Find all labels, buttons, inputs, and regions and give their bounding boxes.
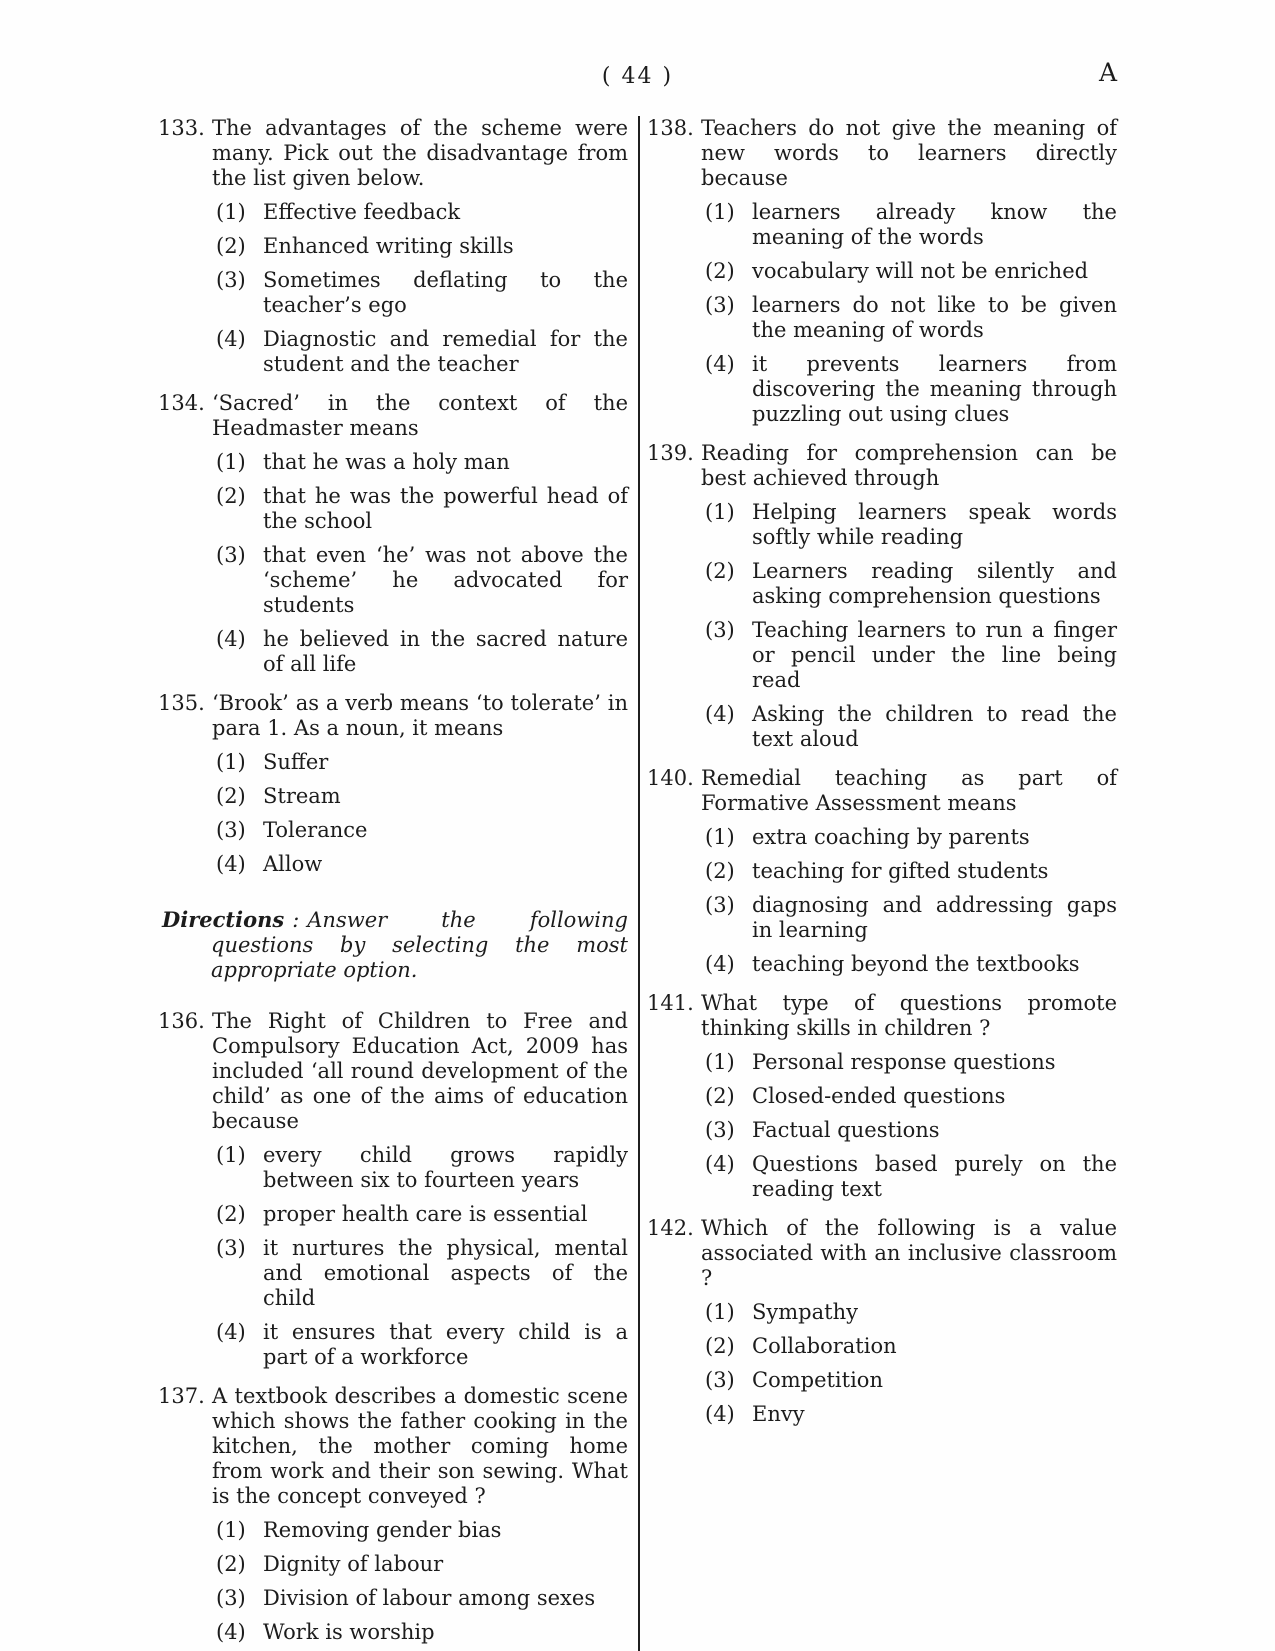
option-number: (1) (705, 1300, 735, 1324)
question-number: 133. (158, 116, 205, 140)
option-text: Learners reading silently and asking comprehension questions (752, 559, 1117, 608)
booklet-series-label: A (1098, 58, 1117, 87)
options-list (212, 1518, 628, 1645)
option-number: (2) (705, 1334, 735, 1358)
options-list (212, 450, 628, 677)
option-number: (2) (216, 484, 246, 508)
option-number: (1) (705, 1050, 735, 1074)
question-stem: Teachers do not give the meaning of new words to learners directly because (701, 116, 1117, 190)
option-number: (2) (705, 859, 735, 883)
two-column-content (0, 116, 1275, 1651)
question-block (647, 1216, 1117, 1427)
option-number: (4) (216, 1620, 246, 1644)
option-number: (4) (705, 1152, 735, 1176)
option-text: extra coaching by parents (752, 825, 1030, 849)
answer-option-row (212, 1586, 628, 1611)
option-text: learners do not like to be given the meaning of words (752, 293, 1117, 342)
answer-option-row (701, 1334, 1117, 1359)
option-text: Dignity of labour (263, 1552, 444, 1576)
option-text: Stream (263, 784, 341, 808)
option-text: Tolerance (263, 818, 368, 842)
question-block (158, 1009, 628, 1370)
option-text: Diagnostic and remedial for the student and the teacher (263, 327, 628, 376)
question-body (701, 1216, 1117, 1427)
option-text: proper health care is essential (263, 1202, 588, 1226)
answer-option-row (212, 750, 628, 775)
option-number: (2) (216, 784, 246, 808)
option-text: Personal response questions (752, 1050, 1056, 1074)
option-text: Teaching learners to run a finger or pencil under the line being read (752, 618, 1117, 692)
option-number: (4) (705, 702, 735, 726)
option-text: teaching beyond the textbooks (752, 952, 1080, 976)
question-number: 134. (158, 391, 205, 415)
option-number: (2) (705, 259, 735, 283)
answer-option-row (701, 1084, 1117, 1109)
answer-option-row (212, 200, 628, 225)
directions-label: Directions (162, 907, 285, 932)
question-number: 140. (647, 766, 694, 790)
page-header (0, 58, 1275, 96)
answer-option-row (212, 627, 628, 677)
answer-option-row (212, 1552, 628, 1577)
answer-option-row (212, 784, 628, 809)
question-block (158, 116, 628, 377)
options-list (701, 825, 1117, 977)
option-number: (4) (705, 1402, 735, 1426)
question-number: 141. (647, 991, 694, 1015)
answer-option-row (212, 484, 628, 534)
question-stem: The Right of Children to Free and Compulsory Education Act, 2009 has included ‘all round development of the child’ as one of the aims of education because (212, 1009, 628, 1133)
answer-option-row (701, 702, 1117, 752)
question-body (701, 766, 1117, 977)
option-number: (2) (216, 1552, 246, 1576)
question-stem: Remedial teaching as part of Formative Assessment means (701, 766, 1117, 815)
answer-option-row (701, 1050, 1117, 1075)
answer-option-row (212, 1320, 628, 1370)
options-list (212, 200, 628, 377)
answer-option-row (212, 268, 628, 318)
option-number: (3) (705, 618, 735, 642)
option-number: (2) (216, 1202, 246, 1226)
option-text: vocabulary will not be enriched (752, 259, 1089, 283)
option-number: (4) (216, 627, 246, 651)
option-text: Helping learners speak words softly while reading (752, 500, 1117, 549)
options-list (212, 750, 628, 877)
option-number: (1) (705, 825, 735, 849)
answer-option-row (212, 1518, 628, 1543)
option-number: (1) (216, 1143, 246, 1167)
question-stem: Reading for comprehension can be best achieved through (701, 441, 1117, 490)
question-body (212, 116, 628, 377)
answer-option-row (212, 1143, 628, 1193)
answer-option-row (701, 259, 1117, 284)
option-text: Factual questions (752, 1118, 940, 1142)
answer-option-row (701, 200, 1117, 250)
question-stem: Which of the following is a value associated with an inclusive classroom ? (701, 1216, 1117, 1290)
option-text: Allow (263, 852, 323, 876)
answer-option-row (212, 234, 628, 259)
option-number: (1) (216, 450, 246, 474)
option-number: (1) (216, 1518, 246, 1542)
question-block (647, 441, 1117, 752)
option-number: (3) (705, 293, 735, 317)
option-text: Division of labour among sexes (263, 1586, 596, 1610)
question-body (212, 691, 628, 877)
answer-option-row (701, 500, 1117, 550)
option-text: it ensures that every child is a part of a workforce (263, 1320, 628, 1369)
option-number: (4) (216, 852, 246, 876)
option-text: Sometimes deflating to the teacher’s ego (263, 268, 628, 317)
option-number: (1) (216, 750, 246, 774)
option-text: it prevents learners from discovering the meaning through puzzling out using clues (752, 352, 1117, 426)
answer-option-row (212, 543, 628, 618)
option-number: (2) (705, 1084, 735, 1108)
option-text: teaching for gifted students (752, 859, 1049, 883)
option-text: it nurtures the physical, mental and emotional aspects of the child (263, 1236, 628, 1310)
answer-option-row (212, 1620, 628, 1645)
option-text: Questions based purely on the reading text (752, 1152, 1117, 1201)
answer-option-row (212, 852, 628, 877)
option-text: Enhanced writing skills (263, 234, 514, 258)
option-text: Sympathy (752, 1300, 858, 1324)
answer-option-row (701, 1118, 1117, 1143)
question-block (647, 991, 1117, 1202)
option-text: that even ‘he’ was not above the ‘scheme’ he advocated for students (263, 543, 628, 617)
options-list (701, 1050, 1117, 1202)
question-number: 138. (647, 116, 694, 140)
right-column (640, 116, 1117, 1651)
answer-option-row (701, 893, 1117, 943)
question-number: 135. (158, 691, 205, 715)
answer-option-row (212, 327, 628, 377)
option-number: (3) (216, 1586, 246, 1610)
options-list (212, 1143, 628, 1370)
answer-option-row (701, 293, 1117, 343)
question-block (158, 391, 628, 677)
option-number: (3) (705, 1118, 735, 1142)
option-number: (4) (216, 1320, 246, 1344)
directions-separator: : (292, 908, 300, 932)
question-body (212, 1009, 628, 1370)
question-body (212, 1384, 628, 1645)
option-text: Closed-ended questions (752, 1084, 1006, 1108)
option-number: (1) (705, 500, 735, 524)
option-text: Work is worship (263, 1620, 435, 1644)
question-body (212, 391, 628, 677)
answer-option-row (701, 618, 1117, 693)
option-text: Effective feedback (263, 200, 461, 224)
option-text: Removing gender bias (263, 1518, 502, 1542)
question-body (701, 116, 1117, 427)
option-text: learners already know the meaning of the words (752, 200, 1117, 249)
question-block (647, 766, 1117, 977)
answer-option-row (701, 952, 1117, 977)
option-text: Suffer (263, 750, 329, 774)
option-number: (3) (216, 268, 246, 292)
options-list (701, 200, 1117, 427)
option-text: Collaboration (752, 1334, 897, 1358)
options-list (701, 500, 1117, 752)
option-text: every child grows rapidly between six to fourteen years (263, 1143, 628, 1192)
option-number: (3) (216, 543, 246, 567)
option-number: (3) (705, 893, 735, 917)
option-number: (2) (216, 234, 246, 258)
question-stem: The advantages of the scheme were many. Pick out the disadvantage from the list given below. (212, 116, 628, 190)
option-number: (4) (705, 952, 735, 976)
answer-option-row (212, 1202, 628, 1227)
option-text: that he was the powerful head of the school (263, 484, 628, 533)
question-block (158, 1384, 628, 1645)
answer-option-row (701, 1300, 1117, 1325)
question-body (701, 991, 1117, 1202)
option-number: (2) (705, 559, 735, 583)
option-number: (4) (216, 327, 246, 351)
question-stem: ‘Brook’ as a verb means ‘to tolerate’ in para 1. As a noun, it means (212, 691, 628, 740)
page-number: ( 44 ) (601, 64, 674, 89)
answer-option-row (212, 450, 628, 475)
option-number: (3) (216, 1236, 246, 1260)
answer-option-row (701, 825, 1117, 850)
question-number: 142. (647, 1216, 694, 1240)
answer-option-row (701, 859, 1117, 884)
options-list (701, 1300, 1117, 1427)
question-stem: ‘Sacred’ in the context of the Headmaster means (212, 391, 628, 440)
option-number: (1) (705, 200, 735, 224)
option-text: that he was a holy man (263, 450, 510, 474)
question-block (158, 691, 628, 877)
directions-note (162, 907, 628, 983)
question-number: 136. (158, 1009, 205, 1033)
answer-option-row (701, 1152, 1117, 1202)
option-number: (4) (705, 352, 735, 376)
left-column (158, 116, 628, 1651)
option-number: (3) (216, 818, 246, 842)
answer-option-row (701, 1368, 1117, 1393)
question-body (701, 441, 1117, 752)
directions-text: Answer the following questions by selecting the most appropriate option. (211, 908, 628, 982)
option-text: he believed in the sacred nature of all life (263, 627, 628, 676)
option-text: Asking the children to read the text aloud (752, 702, 1117, 751)
answer-option-row (701, 1402, 1117, 1427)
option-text: diagnosing and addressing gaps in learning (752, 893, 1117, 942)
question-number: 139. (647, 441, 694, 465)
option-number: (3) (705, 1368, 735, 1392)
option-number: (1) (216, 200, 246, 224)
question-block (647, 116, 1117, 427)
answer-option-row (212, 1236, 628, 1311)
answer-option-row (701, 559, 1117, 609)
question-stem: A textbook describes a domestic scene which shows the father cooking in the kitchen, the mother coming home from work and their son sewing. What is the concept conveyed ? (212, 1384, 628, 1508)
answer-option-row (212, 818, 628, 843)
option-text: Envy (752, 1402, 805, 1426)
answer-option-row (701, 352, 1117, 427)
question-stem: What type of questions promote thinking skills in children ? (701, 991, 1117, 1040)
option-text: Competition (752, 1368, 883, 1392)
question-number: 137. (158, 1384, 205, 1408)
